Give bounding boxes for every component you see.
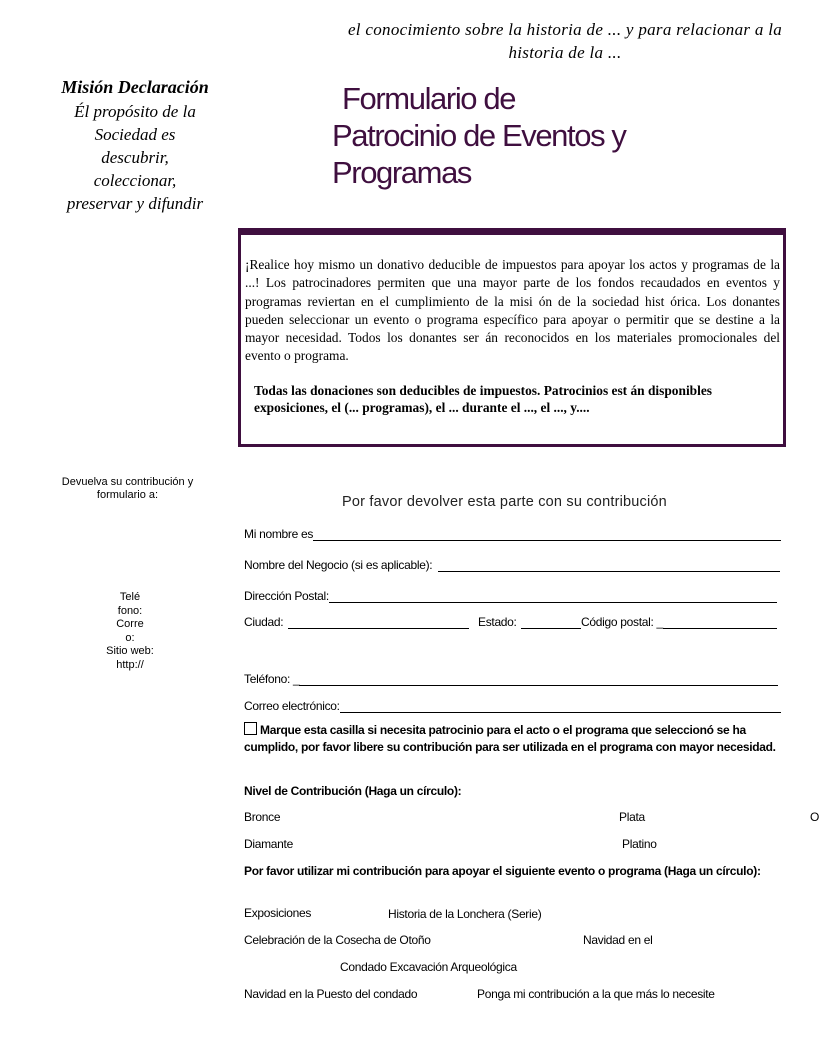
- level-title: Nivel de Contribución (Haga un círculo):: [244, 784, 462, 798]
- form-subtitle: Por favor devolver esta parte con su contribución: [342, 494, 667, 510]
- state-field[interactable]: [478, 615, 581, 629]
- level-option-silver[interactable]: Plata: [619, 810, 645, 824]
- contact-email-label: o:: [125, 631, 135, 644]
- name-label: Mi nombre es: [244, 527, 314, 541]
- zip-label: Código postal: _: [581, 615, 663, 629]
- contact-block: [90, 591, 170, 672]
- info-bold-note: Todas las donaciones son deducibles de impuestos. Patrocinios est án disponibles exposiciones, el (... programas), el ... durante el ..., el ..., y....: [254, 383, 712, 415]
- form-title: [332, 80, 625, 191]
- name-field[interactable]: [244, 527, 781, 541]
- level-option-diamond[interactable]: Diamante: [244, 837, 293, 851]
- business-line[interactable]: [438, 558, 780, 572]
- level-option-cutoff[interactable]: O: [810, 810, 819, 824]
- level-option-bronze[interactable]: Bronce: [244, 810, 281, 824]
- need-checkbox-label: Marque esta casilla si necesita patrocinio para el acto o el programa que seleccionó se ha cumplido, por favor libere su contribución para ser utilizada en el programa con mayor necesidad.: [244, 723, 776, 754]
- city-field[interactable]: [244, 615, 469, 629]
- mission-line: descubrir,: [101, 148, 169, 167]
- need-checkbox[interactable]: [244, 722, 257, 735]
- contact-email-label: Corre: [116, 618, 144, 630]
- program-option-county-christmas[interactable]: Navidad en la Puesto del condado: [244, 987, 418, 1001]
- mission-line: Él propósito de la: [74, 102, 196, 121]
- state-line[interactable]: [521, 615, 581, 629]
- zip-line[interactable]: [663, 615, 777, 629]
- return-label: Devuelva su contribución y formulario a:: [61, 476, 194, 501]
- tagline: el conocimiento sobre la historia de ... y para relacionar a la historia de la ...: [347, 20, 783, 62]
- program-option-dig[interactable]: Condado Excavación Arqueológica: [340, 960, 517, 974]
- name-line[interactable]: [313, 527, 781, 541]
- business-label: Nombre del Negocio (si es aplicable):: [244, 558, 433, 572]
- contact-website-label: Sitio web:: [106, 645, 154, 657]
- city-label: Ciudad:: [244, 615, 284, 629]
- info-paragraph: ¡Realice hoy mismo un donativo deducible de impuestos para apoyar los actos y programas de la ...! Los patrocinadores permiten que una mayor parte de los fondos recaudados en eventos y programas reviertan en el cumplimiento de la misi ón de la sociedad hist órica. Los donantes pueden seleccionar un evento o programa específico para apoyar o permitir que se destine a la mayor necesidad. Todos los donantes ser án reconocidos en los materiales promocionales del evento o programa.: [245, 257, 780, 364]
- form-title-line: Programas: [332, 155, 472, 190]
- contact-phone-label: Telé: [119, 591, 141, 603]
- program-option-greatest-need[interactable]: Ponga mi contribución a la que más lo necesite: [477, 987, 715, 1001]
- contact-website-value: http://: [116, 658, 144, 671]
- zip-field[interactable]: [581, 615, 777, 629]
- address-field[interactable]: [244, 589, 777, 603]
- phone-field[interactable]: [244, 672, 778, 686]
- need-checkbox-row[interactable]: [244, 722, 784, 756]
- mission-title: Misión Declaración: [61, 77, 209, 97]
- state-label: Estado:: [478, 615, 517, 629]
- mission-line: Sociedad es: [94, 125, 176, 144]
- mission-line: preservar y difundir: [66, 194, 204, 213]
- program-title: Por favor utilizar mi contribución para apoyar el siguiente evento o programa (Haga un círculo):: [244, 864, 761, 878]
- form-title-line: Formulario de: [342, 81, 516, 116]
- level-option-platinum[interactable]: Platino: [622, 837, 657, 851]
- program-option-lunchbox[interactable]: Historia de la Lonchera (Serie): [388, 907, 542, 921]
- program-option-harvest[interactable]: Celebración de la Cosecha de Otoño: [244, 933, 431, 947]
- address-line[interactable]: [329, 589, 777, 603]
- city-line[interactable]: [288, 615, 469, 629]
- business-field[interactable]: [244, 558, 780, 572]
- phone-line[interactable]: [299, 672, 778, 686]
- address-label: Dirección Postal:: [244, 589, 329, 603]
- email-line[interactable]: [340, 699, 781, 713]
- mission-line: coleccionar,: [93, 171, 177, 190]
- email-field[interactable]: [244, 699, 781, 713]
- program-option-exhibits[interactable]: Exposiciones: [244, 906, 312, 920]
- contact-phone-label: fono:: [117, 604, 143, 617]
- form-title-line: Patrocinio de Eventos y: [332, 118, 626, 153]
- phone-label: Teléfono: _: [244, 672, 300, 686]
- program-option-christmas[interactable]: Navidad en el: [583, 933, 653, 947]
- email-label: Correo electrónico:: [244, 699, 340, 713]
- mission-statement: [40, 100, 230, 215]
